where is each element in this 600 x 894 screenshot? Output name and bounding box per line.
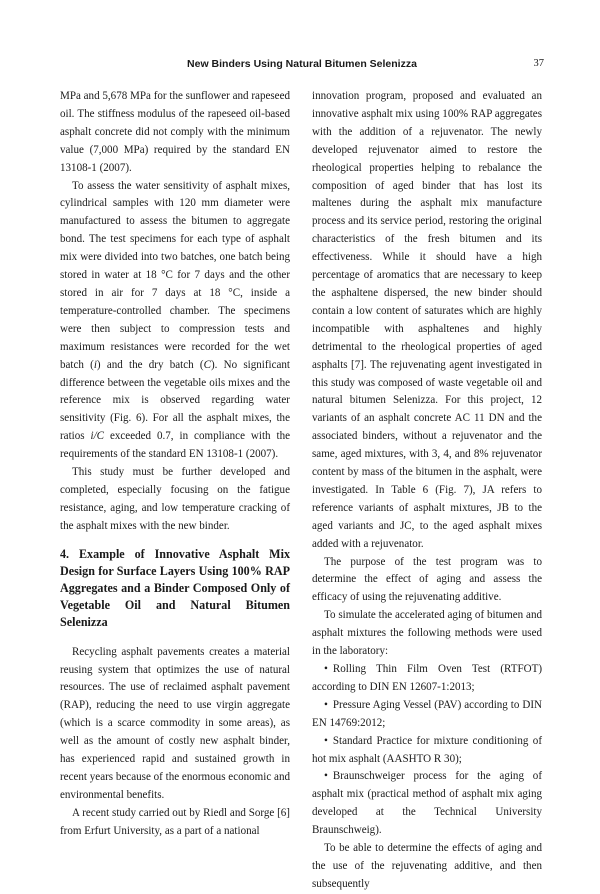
paragraph-stiffness: MPa and 5,678 MPa for the sunflower and rapeseed oil. The stiffness modulus of the rapeseed oil-based asphalt concrete did not comply with the minimum value (7,000 MPa) required by the standard EN 13108-1 (2007).	[60, 90, 290, 174]
bullet-icon: •	[324, 663, 328, 675]
bullet-icon: •	[324, 698, 328, 711]
text-run: exceeded 0.7, in compliance with the requirements of the standard EN 13108-1 (2007).	[60, 430, 290, 461]
section-heading: 4. Example of Innovative Asphalt Mix Design for Surface Layers Using 100% RAP Aggregates and a Binder Composed Only of Vegetable Oil and Natural Bitumen Selenizza	[60, 546, 290, 630]
list-item-text: Braunschweiger process for the aging of asphalt mix (practical method of asphalt mix aging developed at the Technical University Braunschweig).	[312, 770, 542, 837]
list-item	[312, 733, 542, 769]
text-run: To assess the water sensitivity of asphalt mixes, cylindrical samples with 120 mm diameter were manufactured to assess the bitumen to aggregate bond. The test specimens for each type of asphalt mix were divided into two batches, one batch being stored in water at 18 °C for 7 days and the other stored in air for 7 days at 18 °C, inside a temperature-controlled chamber. The specimens were then subject to compression tests and maximum resistances were recorded for the wet batch (	[60, 179, 290, 371]
page-number: 37	[533, 58, 544, 69]
paragraph-further-study: This study must be further developed and completed, especially focusing on the fatigue resistance, aging, and low temperature cracking of the asphalt mixes with the new binder.	[60, 466, 290, 532]
ratio-symbol: i/C	[90, 430, 105, 443]
dry-batch-symbol: C	[203, 358, 211, 371]
list-item	[312, 697, 542, 733]
paragraph-test-purpose: The purpose of the test program was to determine the effect of aging and assess the efficacy of using the rejuvenating additive.	[312, 555, 542, 604]
text-run: ) and the dry batch (	[96, 358, 204, 371]
running-header	[60, 58, 544, 74]
paragraph-aging-methods: To simulate the accelerated aging of bitumen and asphalt mixtures the following methods were used in the laboratory:	[312, 609, 542, 658]
bullet-icon: •	[324, 734, 328, 747]
list-item	[312, 661, 542, 697]
paragraph-water-sensitivity	[60, 178, 290, 465]
paragraph-innovation-program: innovation program, proposed and evaluated an innovative asphalt mix using 100% RAP aggregates with the addition of a rejuvenator. The newly developed rejuvenator aimed to restore the rheological properties helping to rebalance the composition of aged binder that has lost its maltenes during the asphalt mix manufacture process and its service period, restoring the original characteristics of the fresh bitumen and its effectiveness. While it should have a high percentage of aromatics that are necessary to keep the asphaltene dispersed, the new binder should contain a low content of saturates which are highly incompatible with asphaltenes and highly detrimental to the rheological properties of aged asphalts [7]. The rejuvenating agent investigated in this study was composed of waste vegetable oil and natural bitumen Selenizza. For this project, 12 variants of an asphalt concrete AC 11 DN and the associated binders, without a rejuvenator and the same, aged mixtures, with 3, 4, and 8% rejuvenator content by mass of the bitumen in the asphalt, were investigated. In Table 6 (Fig. 7), JA refers to reference variants of asphalt mixtures, JB to the aged variants and JC, to the aged asphalt mixes added with a rejuvenator.	[312, 90, 542, 550]
list-item-text: Rolling Thin Film Oven Test (RTFOT) according to DIN EN 12607-1:2013;	[312, 663, 542, 693]
left-column	[60, 88, 290, 841]
list-item-text: Pressure Aging Vessel (PAV) according to DIN EN 14769:2012;	[312, 698, 542, 729]
right-column	[312, 88, 542, 894]
wet-batch-symbol: i	[93, 358, 97, 371]
list-item	[312, 768, 542, 840]
paragraph-riedl-sorge: A recent study carried out by Riedl and Sorge [6] from Erfurt University, as a part of a national	[60, 806, 290, 837]
list-item-text: Standard Practice for mixture conditioning of hot mix asphalt (AASHTO R 30);	[312, 734, 542, 765]
paragraph-effects-determination: To be able to determine the effects of aging and the use of the rejuvenating additive, and then subsequently	[312, 842, 542, 890]
text-run: ). No significant difference between the vegetable oils mixes and the reference mix is observed regarding water sensitivity (Fig. 6). For all the asphalt mixes, the ratios	[60, 358, 290, 443]
paragraph-recycling: Recycling asphalt pavements creates a material reusing system that optimizes the use of natural resources. The use of reclaimed asphalt pavement (RAP), reducing the need to use virgin aggregate (which is a scarce commodity in some areas), as well as the amount of costly new asphalt binder, has experienced rapid and sustained growth in recent years because of the enormous economic and environmental benefits.	[60, 645, 290, 801]
bullet-icon: •	[324, 770, 328, 783]
aging-methods-list	[312, 661, 542, 840]
running-title: New Binders Using Natural Bitumen Selenizza	[187, 58, 417, 70]
